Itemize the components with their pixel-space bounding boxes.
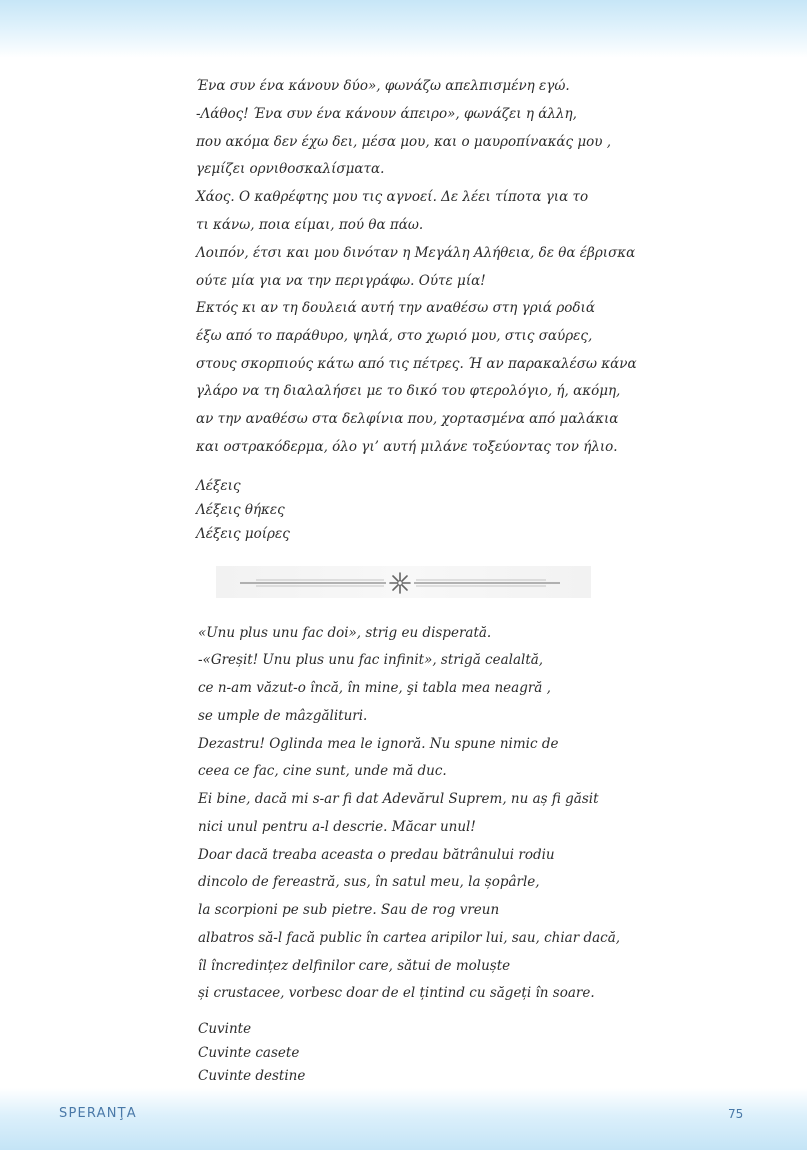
text-line: Cuvinte destine (198, 1068, 306, 1084)
text-line: dincolo de fereastră, sus, în satul meu, la șopârle, (198, 874, 540, 890)
text-line: Εκτός κι αν τη δουλειά αυτή την αναθέσω στη γριά ροδιά (196, 300, 595, 316)
text-line: αν την αναθέσω στα δελφίνια που, χορτασμένα από μαλάκια (196, 411, 619, 427)
text-line: γεμίζει ορνιθοσκαλίσματα. (196, 161, 385, 177)
text-line: έξω από το παράθυρο, ψηλά, στο χωριό μου, στις σαύρες, (196, 328, 593, 344)
text-line: albatros să-l facă public în cartea aripilor lui, sau, chiar dacă, (198, 930, 621, 946)
text-line: Χάος. Ο καθρέφτης μου τις αγνοεί. Δε λέει τίποτα για το (196, 189, 589, 205)
text-line: Dezastru! Oglinda mea le ignoră. Nu spune nimic de (198, 736, 559, 752)
text-line: Λέξεις (196, 478, 241, 494)
text-line: ούτε μία για να την περιγράφω. Ούτε μία! (196, 273, 486, 289)
text-line: «Unu plus unu fac doi», strig eu disperată. (198, 625, 492, 641)
text-line: γλάρο να τη διαλαλήσει με το δικό του φτερολόγιο, ή, ακόμη, (196, 383, 621, 399)
ornamental-divider (216, 566, 591, 598)
flourish-icon (216, 566, 591, 598)
text-line: Ένα συν ένα κάνουν δύο», φωνάζω απελπισμένη εγώ. (196, 78, 570, 94)
text-line: Cuvinte (198, 1021, 252, 1037)
text-line: -Λάθος! Ένα συν ένα κάνουν άπειρο», φωνάζει η άλλη, (196, 106, 577, 122)
text-line: -«Greșit! Unu plus unu fac infinit», strigă cealaltă, (198, 652, 544, 668)
text-line: se umple de mâzgăliturі. (198, 708, 368, 724)
text-line: και οστρακόδερμα, όλο γι’ αυτή μιλάνε τοξεύοντας τον ήλιο. (196, 439, 618, 455)
text-line: ceea ce fac, cine sunt, unde mă duc. (198, 763, 447, 779)
text-line: nici unul pentru a-l descrie. Măcar unul! (198, 819, 476, 835)
text-line: Λέξεις θήκες (196, 502, 285, 518)
text-line: που ακόμα δεν έχω δει, μέσα μου, και ο μαυροπίνακάς μου , (196, 134, 612, 150)
text-line: Doar dacă treaba aceasta o predau bătrânului rodiu (198, 847, 555, 863)
header-band (0, 0, 807, 58)
text-line: Cuvinte casete (198, 1045, 300, 1061)
text-line: στους σκορπιούς κάτω από τις πέτρες. Ή αν παρακαλέσω κάνα (196, 356, 637, 372)
page-number: 75 (728, 1107, 744, 1121)
text-line: îl încredințez delfinilor care, sătui de moluște (198, 958, 511, 974)
footer-brand: SPERANŢA (59, 1106, 137, 1121)
text-line: la scorpioni pe sub pietre. Sau de rog vreun (198, 902, 500, 918)
text-line: și crustacee, vorbesc doar de el țintind cu săgeți în soare. (198, 985, 595, 1001)
text-line: Λοιπόν, έτσι και μου δινόταν η Μεγάλη Αλήθεια, δε θα έβρισκα (196, 245, 636, 261)
text-line: Ei bine, dacă mi s-ar fi dat Adevărul Suprem, nu aș fi găsit (198, 791, 599, 807)
text-line: ce n-am văzut-o încă, în mine, şi tabla mea neagră , (198, 680, 551, 696)
text-line: τι κάνω, ποια είμαι, πού θα πάω. (196, 217, 424, 233)
text-line: Λέξεις μοίρες (196, 526, 290, 542)
